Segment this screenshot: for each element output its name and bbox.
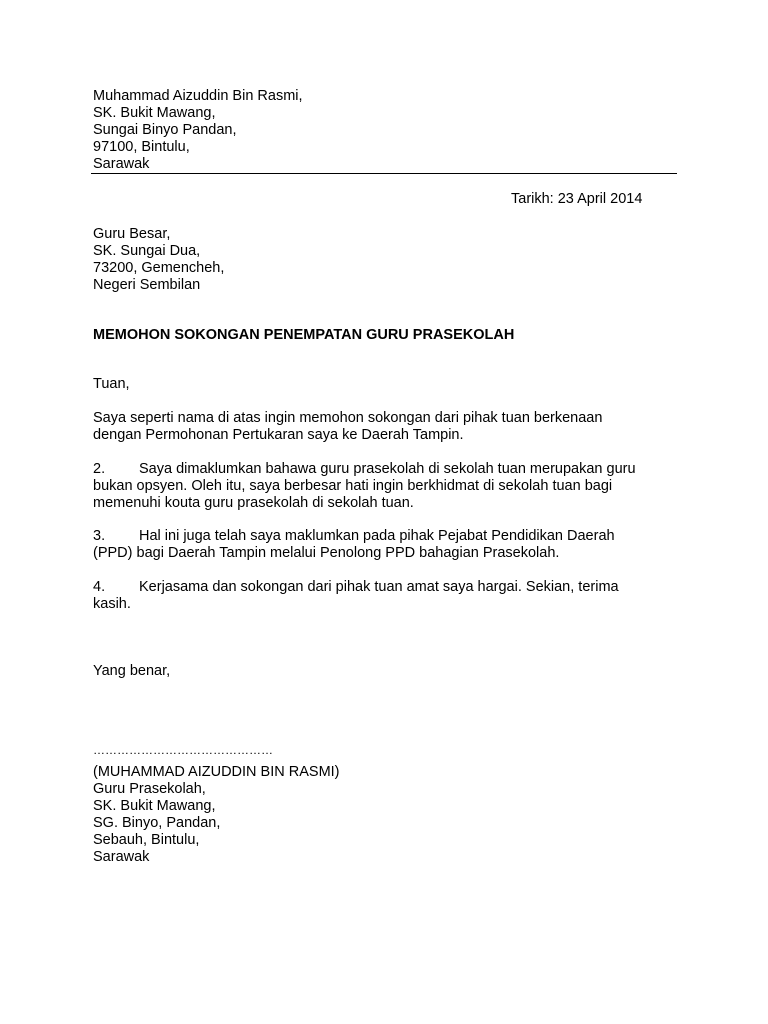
- paragraph-4-line: kasih.: [93, 596, 131, 612]
- paragraph-1-line: Saya seperti nama di atas ingin memohon sokongan dari pihak tuan berkenaan: [93, 410, 603, 426]
- paragraph-number: 4.: [93, 579, 106, 595]
- sender-postcode: 97100, Bintulu,: [93, 139, 190, 155]
- header-divider: [91, 173, 677, 174]
- recipient-school: SK. Sungai Dua,: [93, 243, 201, 259]
- signatory-name: (MUHAMMAD AIZUDDIN BIN RASMI): [93, 764, 340, 780]
- signature-line: ………………………………………: [93, 743, 273, 757]
- paragraph-2-line: bukan opsyen. Oleh itu, saya berbesar hati ingin berkhidmat di sekolah tuan bagi: [93, 478, 613, 494]
- signatory-state: Sarawak: [93, 849, 150, 865]
- sender-state: Sarawak: [93, 156, 150, 172]
- letter-subject: MEMOHON SOKONGAN PENEMPATAN GURU PRASEKOLAH: [93, 327, 515, 343]
- closing: Yang benar,: [93, 663, 171, 679]
- recipient-state: Negeri Sembilan: [93, 277, 201, 293]
- sender-address-line: Sungai Binyo Pandan,: [93, 122, 237, 138]
- paragraph-1-line: dengan Permohonan Pertukaran saya ke Daerah Tampin.: [93, 427, 464, 443]
- recipient-postcode: 73200, Gemencheh,: [93, 260, 225, 276]
- paragraph-3-line: Hal ini juga telah saya maklumkan pada pihak Pejabat Pendidikan Daerah: [139, 528, 615, 544]
- recipient-title: Guru Besar,: [93, 226, 171, 242]
- signatory-town: Sebauh, Bintulu,: [93, 832, 200, 848]
- signatory-address-line: SG. Binyo, Pandan,: [93, 815, 221, 831]
- paragraph-number: 2.: [93, 461, 106, 477]
- signatory-position: Guru Prasekolah,: [93, 781, 206, 797]
- paragraph-2-line: memenuhi kouta guru prasekolah di sekolah tuan.: [93, 495, 414, 511]
- sender-name: Muhammad Aizuddin Bin Rasmi,: [93, 88, 303, 104]
- salutation: Tuan,: [93, 376, 130, 392]
- paragraph-number: 3.: [93, 528, 106, 544]
- letter-date: Tarikh: 23 April 2014: [511, 191, 643, 207]
- paragraph-2-first-line: [93, 461, 636, 478]
- sender-school: SK. Bukit Mawang,: [93, 105, 216, 121]
- paragraph-2-line: Saya dimaklumkan bahawa guru prasekolah di sekolah tuan merupakan guru: [139, 461, 636, 477]
- paragraph-4-line: Kerjasama dan sokongan dari pihak tuan amat saya hargai. Sekian, terima: [139, 579, 619, 595]
- signatory-school: SK. Bukit Mawang,: [93, 798, 216, 814]
- paragraph-3-first-line: [93, 528, 615, 545]
- paragraph-3-line: (PPD) bagi Daerah Tampin melalui Penolong PPD bahagian Prasekolah.: [93, 545, 560, 561]
- paragraph-4-first-line: [93, 579, 619, 596]
